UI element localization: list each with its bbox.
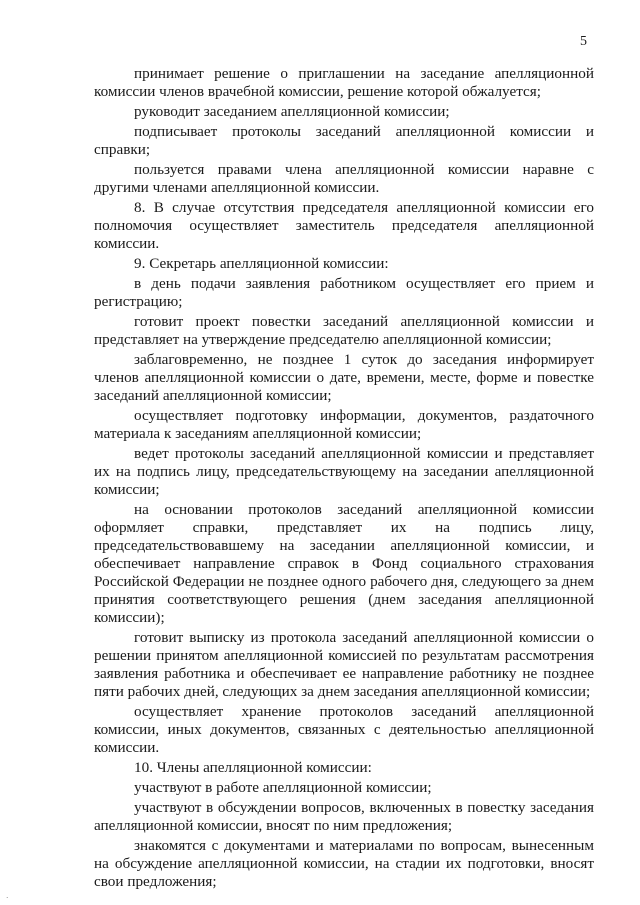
paragraph: в день подачи заявления работником осуществляет его прием и регистрацию; [94, 275, 594, 310]
paragraph: ведет протоколы заседаний апелляционной комиссии и представляет их на подпись лицу, председательствующему на заседании апелляционной комиссии; [94, 445, 594, 498]
paragraph: знакомятся с документами и материалами по вопросам, вынесенным на обсуждение апелляционной комиссии, на стадии их подготовки, вносят свои предложения; [94, 837, 594, 890]
section-heading: 10. Члены апелляционной комиссии: [134, 759, 372, 776]
paragraph: подписывает протоколы заседаний апелляционной комиссии и справки; [94, 123, 594, 158]
section-heading: 9. Секретарь апелляционной комиссии: [134, 255, 389, 272]
paragraph: на основании протоколов заседаний апелляционной комиссии оформляет справки, представляет их на подпись лицу, председательствовавшему на заседании апелляционной комиссии, и обеспечивает направление справок в Фонд социального страхования Российской Федерации не позднее одного рабочего дня, следующего за днем принятия соответствующего решения (днем заседания апелляционной комиссии); [94, 501, 594, 626]
paragraph: осуществляет подготовку информации, документов, раздаточного материала к заседаниям апелляционной комиссии; [94, 407, 594, 442]
paragraph: участвуют в обсуждении вопросов, включенных в повестку заседания апелляционной комиссии, вносят по ним предложения; [94, 799, 594, 834]
scan-mark: · [6, 894, 9, 902]
paragraph: готовит проект повестки заседаний апелляционной комиссии и представляет на утверждение председателю апелляционной комиссии; [94, 313, 594, 348]
paragraph: заблаговременно, не позднее 1 суток до заседания информирует членов апелляционной комиссии о дате, времени, месте, форме и повестке заседаний апелляционной комиссии; [94, 351, 594, 404]
paragraph: осуществляет хранение протоколов заседаний апелляционной комиссии, иных документов, связанных с деятельностью апелляционной комиссии. [94, 703, 594, 756]
paragraph: участвуют в работе апелляционной комиссии; [134, 779, 432, 796]
paragraph: 8. В случае отсутствия председателя апелляционной комиссии его полномочия осуществляет заместитель председателя апелляционной комиссии. [94, 199, 594, 252]
paragraph: руководит заседанием апелляционной комиссии; [134, 103, 450, 120]
document-body [94, 65, 594, 893]
paragraph: принимает решение о приглашении на заседание апелляционной комиссии членов врачебной комиссии, решение которой обжалуется; [94, 65, 594, 100]
paragraph: готовит выписку из протокола заседаний апелляционной комиссии о решении принятом апелляционной комиссией по результатам рассмотрения заявления работника и обеспечивает ее направление работнику не позднее пяти рабочих дней, следующих за днем заседания апелляционной комиссии; [94, 629, 594, 700]
paragraph: пользуется правами члена апелляционной комиссии наравне с другими членами апелляционной комиссии. [94, 161, 594, 196]
page-number: 5 [580, 34, 587, 49]
